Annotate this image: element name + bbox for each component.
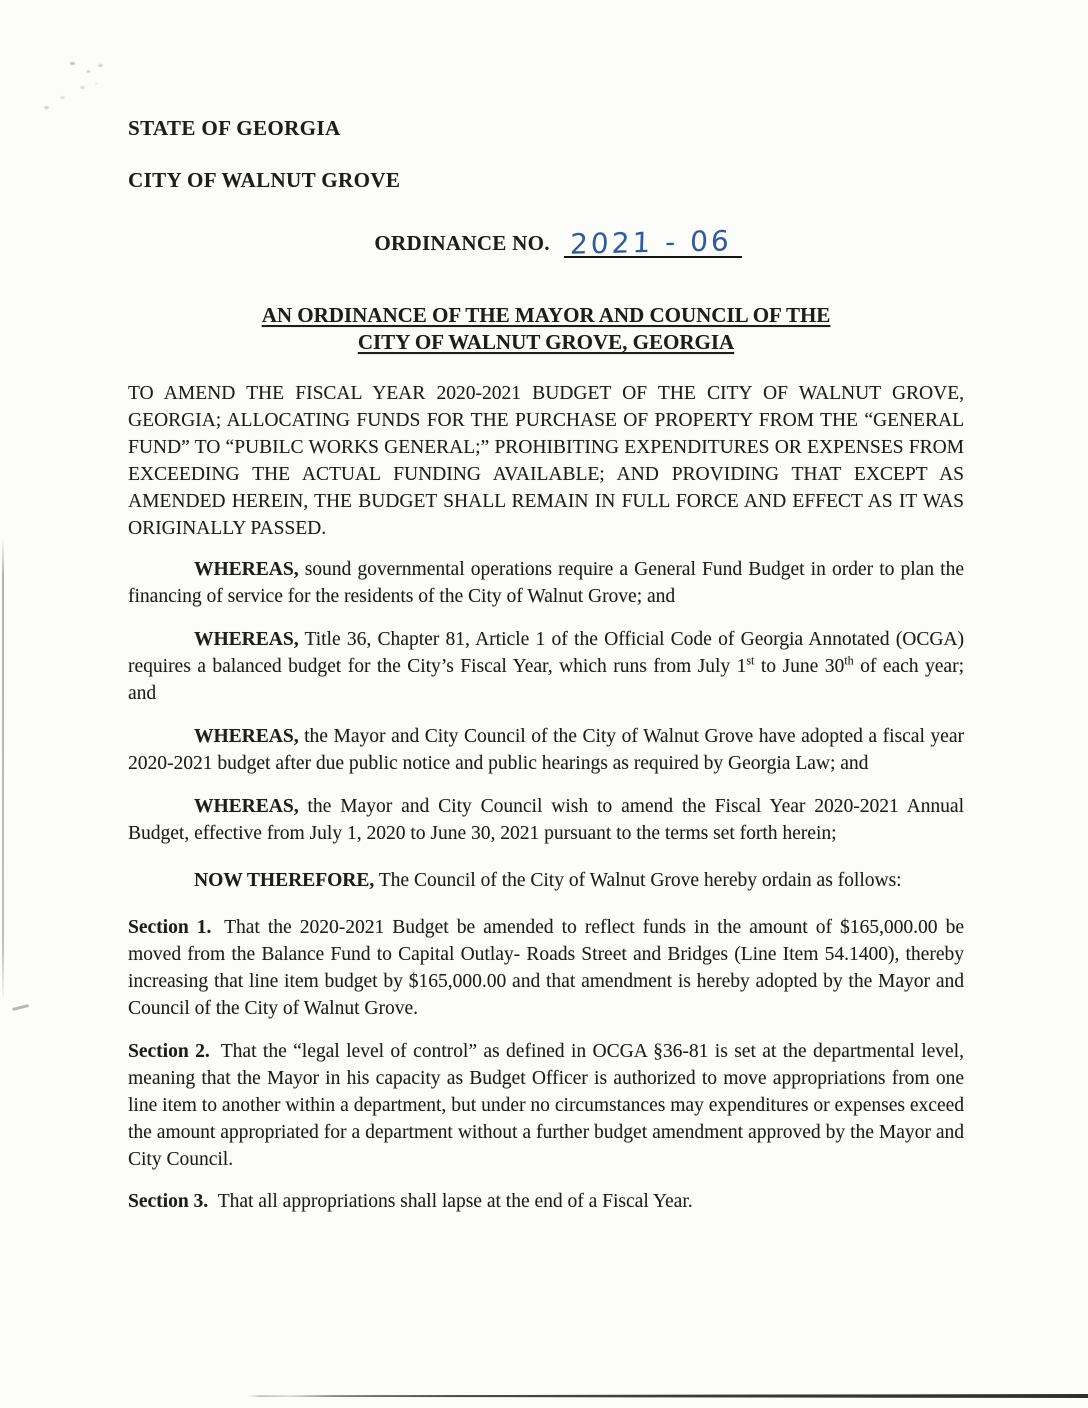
now-therefore-text: The Council of the City of Walnut Grove hereby ordain as follows: xyxy=(374,870,902,891)
scan-smudge-artifact xyxy=(70,62,75,65)
ordinance-no-underline xyxy=(564,224,742,261)
whereas-text: the Mayor and City Council wish to amend the Fiscal Year 2020-2021 Annual Budget, effective from July 1, 2020 to June 30, 2021 pursuant to the terms set forth herein; xyxy=(128,796,964,844)
now-therefore-paragraph xyxy=(128,867,964,894)
ordinance-no-label: ORDINANCE NO. xyxy=(374,231,550,255)
whereas-text: Title 36, Chapter 81, Article 1 of the Official Code of Georgia Annotated (OCGA) requires a balanced budget for the City’s Fiscal Year, which runs from July 1 xyxy=(128,629,964,677)
whereas-text: sound governmental operations require a General Fund Budget in order to plan the financing of service for the residents of the City of Walnut Grove; and xyxy=(128,559,964,607)
whereas-paragraph-1 xyxy=(128,556,964,610)
section-1-paragraph xyxy=(128,914,964,1022)
ordinal-superscript: st xyxy=(746,653,755,668)
ordinance-number-line xyxy=(128,224,964,261)
document-title xyxy=(128,302,964,356)
whereas-lead: WHEREAS, xyxy=(194,726,299,747)
whereas-text: the Mayor and City Council of the City of Walnut Grove have adopted a fiscal year 2020-2021 budget after due public notice and public hearings as required by Georgia Law; and xyxy=(128,726,964,774)
whereas-text: of each year; and xyxy=(128,656,964,704)
section-2-lead: Section 2. xyxy=(128,1041,210,1062)
document-title-line2: CITY OF WALNUT GROVE, GEORGIA xyxy=(357,330,735,354)
whereas-text: to June 30 xyxy=(754,656,845,677)
whereas-paragraph-2 xyxy=(128,626,964,707)
scan-edge-line-artifact xyxy=(2,538,4,1003)
section-3-text: That all appropriations shall lapse at the end of a Fiscal Year. xyxy=(213,1191,693,1212)
document-title-line1: AN ORDINANCE OF THE MAYOR AND COUNCIL OF THE xyxy=(261,303,831,327)
section-3-paragraph xyxy=(128,1188,964,1215)
whereas-lead: WHEREAS, xyxy=(194,629,299,650)
section-2-text: That the “legal level of control” as defined in OCGA §36-81 is set at the departmental level, meaning that the Mayor in his capacity as Budget Officer is authorized to move appropriations from one line item to another within a department, but under no circumstances may expenditures or expenses exceed the amount appropriated for a department without a further budget amendment approved by the Mayor and City Council. xyxy=(128,1041,964,1170)
whereas-lead: WHEREAS, xyxy=(194,559,299,580)
document-content xyxy=(128,0,964,1215)
city-heading: CITY OF WALNUT GROVE xyxy=(128,168,401,192)
section-3-lead: Section 3. xyxy=(128,1191,209,1212)
scan-bottom-line-artifact xyxy=(248,1394,1088,1398)
section-1-lead: Section 1. xyxy=(128,917,212,938)
state-heading: STATE OF GEORGIA xyxy=(128,116,341,140)
whereas-paragraph-4 xyxy=(128,793,964,847)
whereas-lead: WHEREAS, xyxy=(194,796,299,817)
section-1-text: That the 2020-2021 Budget be amended to reflect funds in the amount of $165,000.00 be moved from the Balance Fund to Capital Outlay- Roads Street and Bridges (Line Item 54.1400), thereby increasing that line item budget by $165,000.00 and that amendment is hereby adopted by the Mayor and Council of the City of Walnut Grove. xyxy=(128,917,965,1019)
scan-mark-artifact xyxy=(12,1004,29,1011)
whereas-paragraph-3 xyxy=(128,723,964,777)
section-2-paragraph xyxy=(128,1038,964,1173)
now-therefore-lead: NOW THEREFORE, xyxy=(194,870,375,891)
ordinance-no-value: 2021 - 06 xyxy=(569,224,733,261)
ordinal-superscript: th xyxy=(844,653,854,668)
preamble-paragraph: TO AMEND THE FISCAL YEAR 2020-2021 BUDGET OF THE CITY OF WALNUT GROVE, GEORGIA; ALLOCATING FUNDS FOR THE PURCHASE OF PROPERTY FROM THE “GENERAL FUND” TO “PUBILC WORKS GENERAL;” PROHIBITING EXPENDITURES OR EXPENSES FROM EXCEEDING THE ACTUAL FUNDING AVAILABLE; AND PROVIDING THAT EXCEPT AS AMENDED HEREIN, THE BUDGET SHALL REMAIN IN FULL FORCE AND EFFECT AS IT WAS ORIGINALLY PASSED. xyxy=(128,383,964,539)
